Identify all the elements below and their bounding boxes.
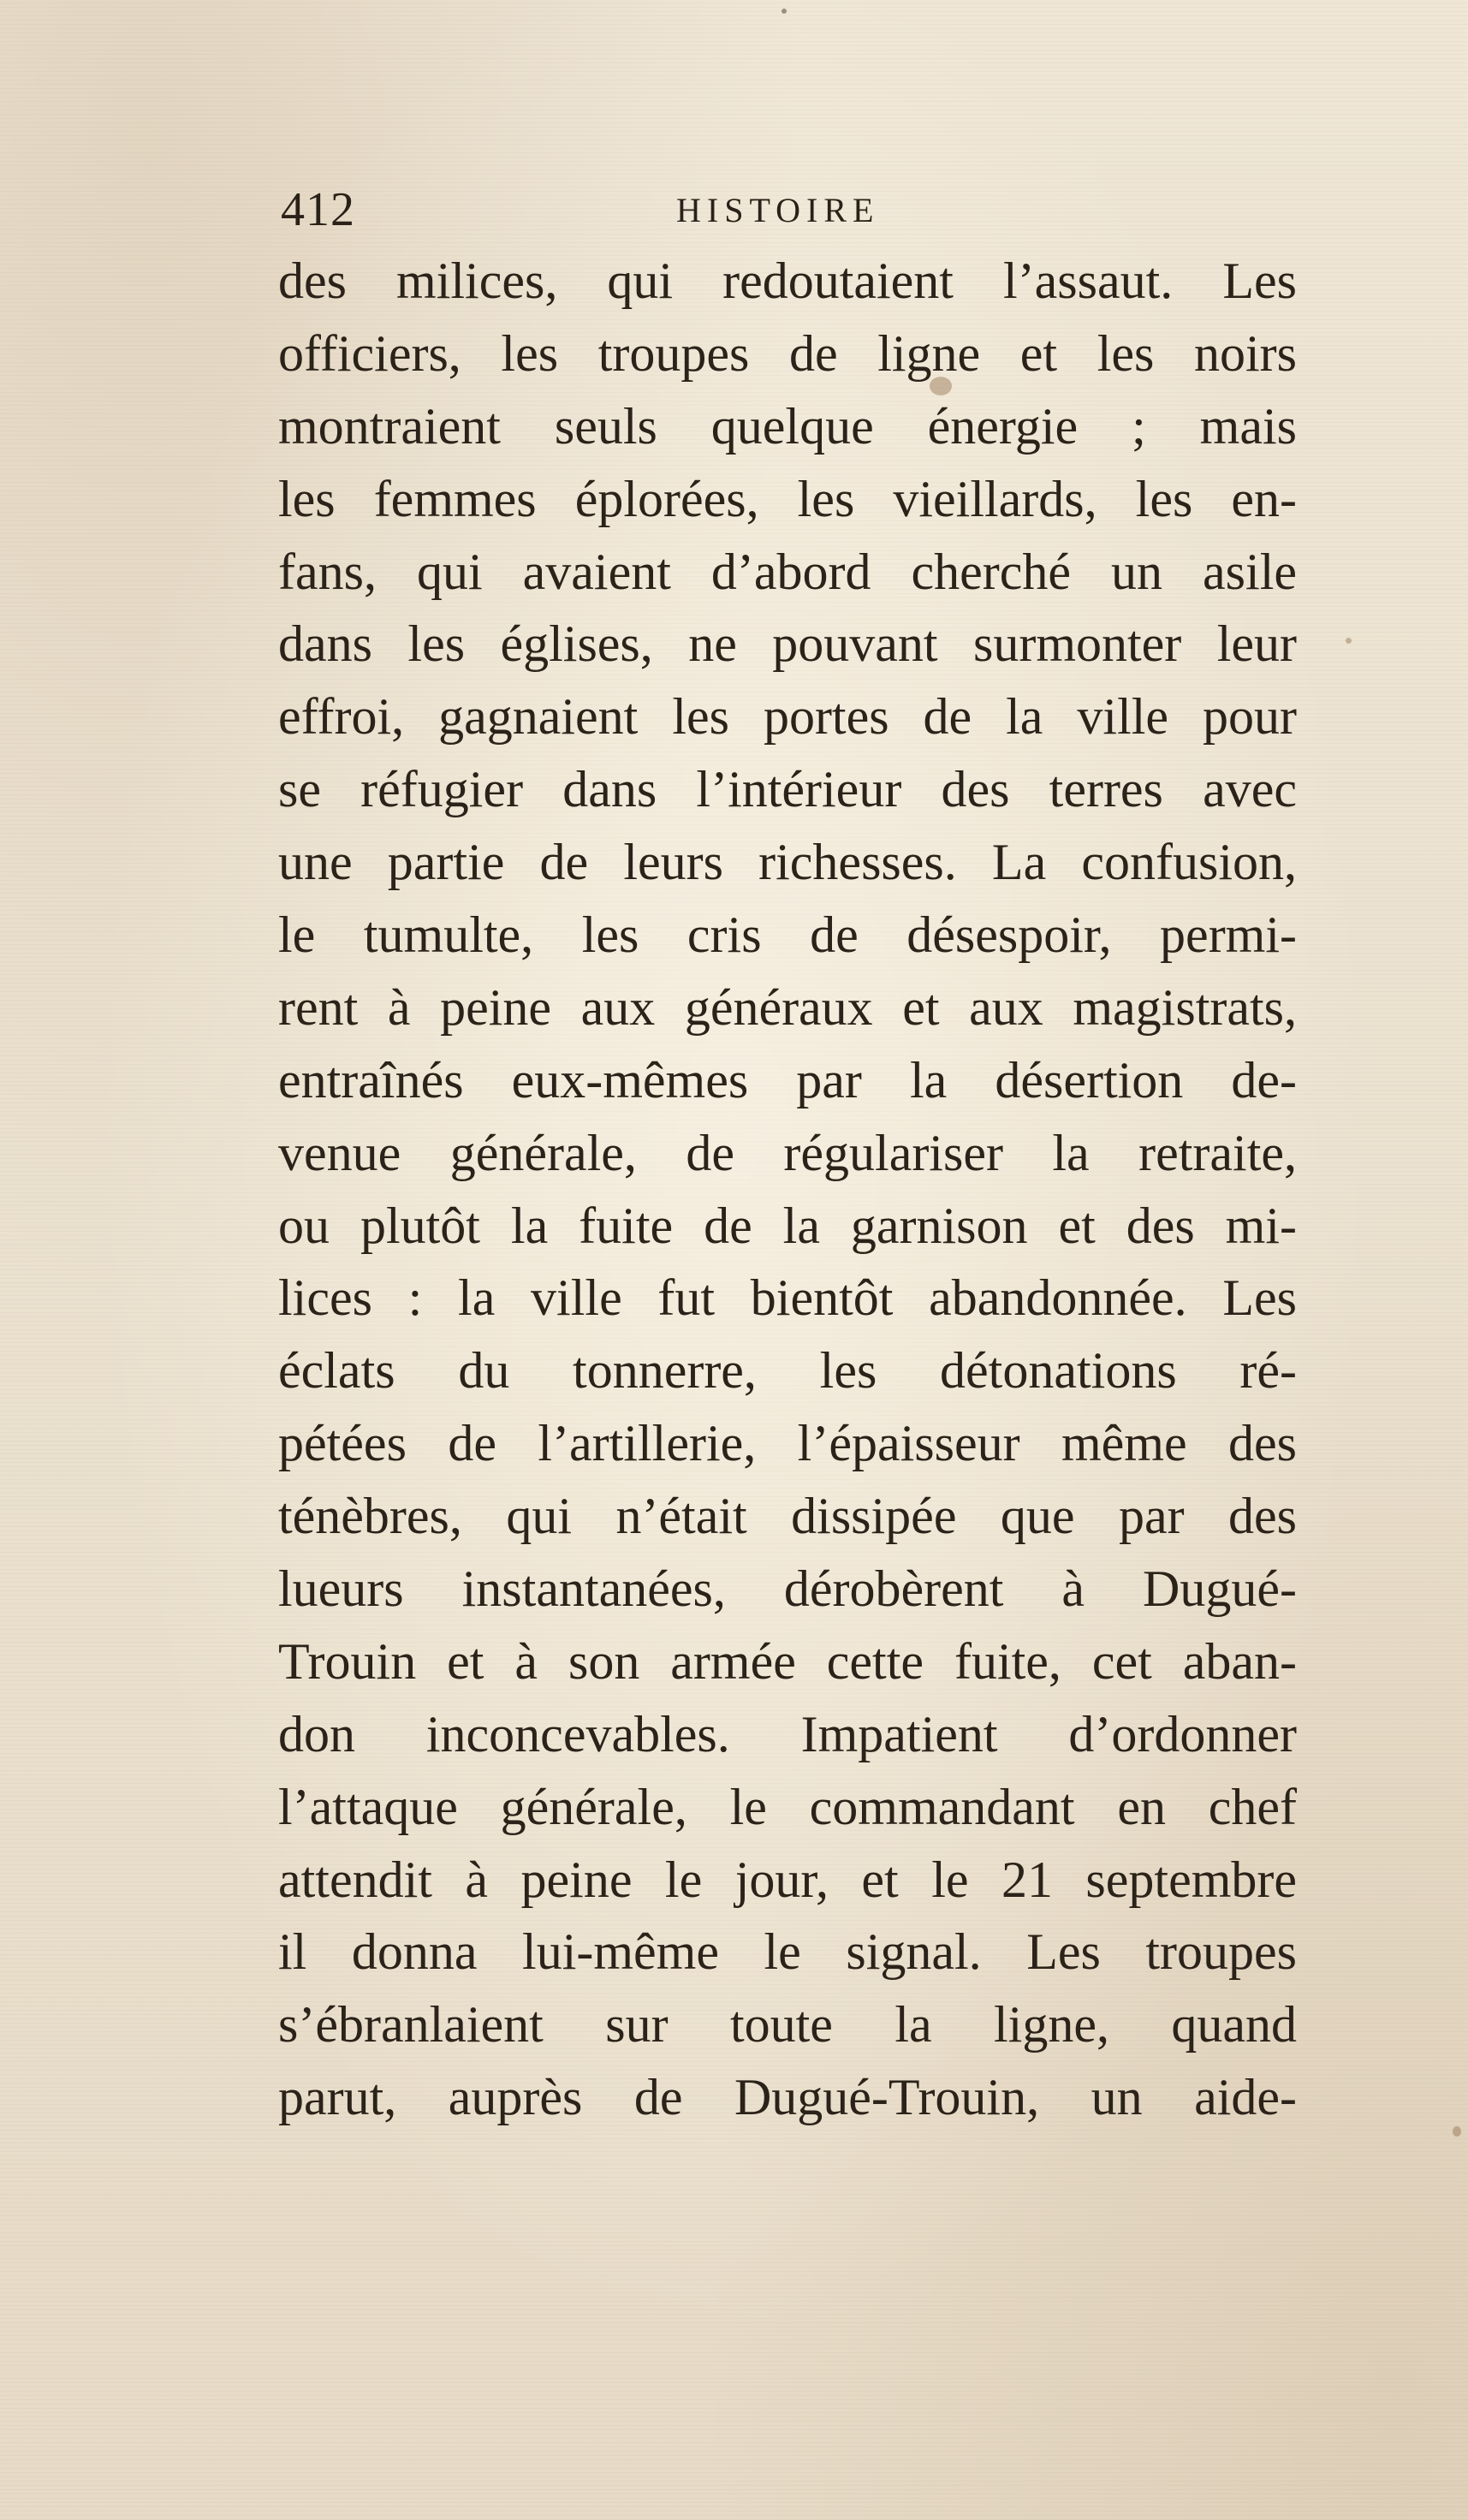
text-line: une partie de leurs richesses. La confusion, xyxy=(278,834,1297,891)
body-text xyxy=(278,245,1297,2134)
text-line: attendit à peine le jour, et le 21 septembre xyxy=(278,1851,1297,1908)
text-line: ténèbres, qui n’était dissipée que par des xyxy=(278,1488,1297,1545)
text-line: officiers, les troupes de ligne et les noirs xyxy=(278,324,1297,382)
page-header xyxy=(281,180,1291,240)
paper-speck xyxy=(1346,638,1352,644)
text-line: s’ébranlaient sur toute la ligne, quand xyxy=(278,1996,1297,2053)
running-head: HISTOIRE xyxy=(676,191,880,229)
text-line: Trouin et à son armée cette fuite, cet aban- xyxy=(278,1632,1297,1690)
paper-speck xyxy=(1453,2126,1461,2137)
text-line: lices : la ville fut bientôt abandonnée. Les xyxy=(278,1269,1297,1327)
text-line: rent à peine aux généraux et aux magistrats, xyxy=(278,978,1297,1036)
text-line: lueurs instantanées, dérobèrent à Dugué- xyxy=(278,1560,1297,1618)
text-line: les femmes éplorées, les vieillards, les en- xyxy=(278,470,1297,527)
text-line: éclats du tonnerre, les détonations ré- xyxy=(278,1342,1297,1400)
text-line: l’attaque générale, le commandant en chef xyxy=(278,1778,1297,1835)
text-line: des milices, qui redoutaient l’assaut. Les xyxy=(278,253,1297,309)
paper-speck xyxy=(782,9,787,14)
text-line: ou plutôt la fuite de la garnison et des mi- xyxy=(278,1197,1297,1254)
text-line: don inconcevables. Impatient d’ordonner xyxy=(278,1705,1297,1762)
page-number: 412 xyxy=(281,183,355,236)
text-line: parut, auprès de Dugué-Trouin, un aide- xyxy=(278,2069,1297,2126)
text-line: pétées de l’artillerie, l’épaisseur même des xyxy=(278,1415,1297,1472)
text-line: effroi, gagnaient les portes de la ville pour xyxy=(278,688,1297,746)
text-line: dans les églises, ne pouvant surmonter leur xyxy=(278,615,1297,673)
text-line: fans, qui avaient d’abord cherché un asile xyxy=(278,543,1297,600)
text-line: montraient seuls quelque énergie ; mais xyxy=(278,397,1297,455)
text-line: venue générale, de régulariser la retraite, xyxy=(278,1124,1297,1181)
text-line: entraînés eux-mêmes par la désertion de- xyxy=(278,1051,1297,1108)
text-line: se réfugier dans l’intérieur des terres avec xyxy=(278,761,1297,818)
text-line: le tumulte, les cris de désespoir, permi- xyxy=(278,906,1297,964)
text-line: il donna lui-même le signal. Les troupes xyxy=(278,1923,1297,1981)
